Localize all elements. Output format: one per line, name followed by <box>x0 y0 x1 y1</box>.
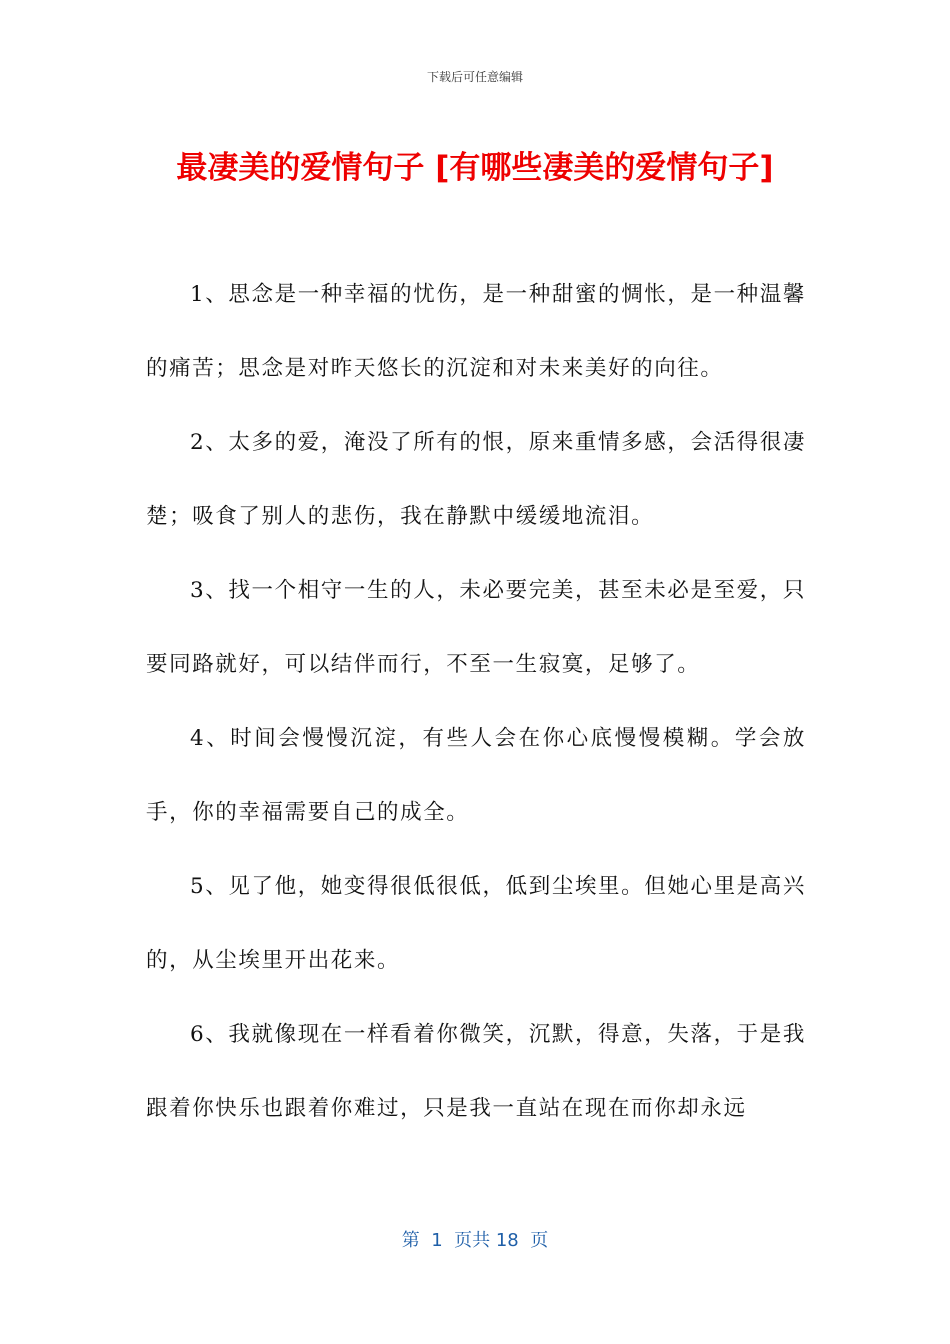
document-title: 最凄美的爱情句子 [有哪些凄美的爱情句子] <box>176 150 774 186</box>
paragraph: 6、我就像现在一样看着你微笑，沉默，得意，失落，于是我跟着你快乐也跟着你难过，只是我一直站在现在而你却永远 <box>146 1022 806 1121</box>
paragraph: 5、见了他，她变得很低很低，低到尘埃里。但她心里是高兴的，从尘埃里开出花来。 <box>146 874 806 973</box>
document-body <box>146 258 806 1146</box>
paragraph: 1、思念是一种幸福的忧伤，是一种甜蜜的惆怅，是一种温馨的痛苦；思念是对昨天悠长的沉淀和对未来美好的向往。 <box>146 282 806 381</box>
paragraph: 4、时间会慢慢沉淀，有些人会在你心底慢慢模糊。学会放手，你的幸福需要自己的成全。 <box>146 726 806 825</box>
page-number: 第 1 页共 18 页 <box>401 1230 549 1251</box>
header-note: 下载后可任意编辑 <box>426 70 523 84</box>
paragraph: 2、太多的爱，淹没了所有的恨，原来重情多感，会活得很凄楚；吸食了别人的悲伤，我在静默中缓缓地流泪。 <box>146 430 806 529</box>
paragraph: 3、找一个相守一生的人，未必要完美，甚至未必是至爱，只要同路就好，可以结伴而行，不至一生寂寞，足够了。 <box>146 578 806 677</box>
